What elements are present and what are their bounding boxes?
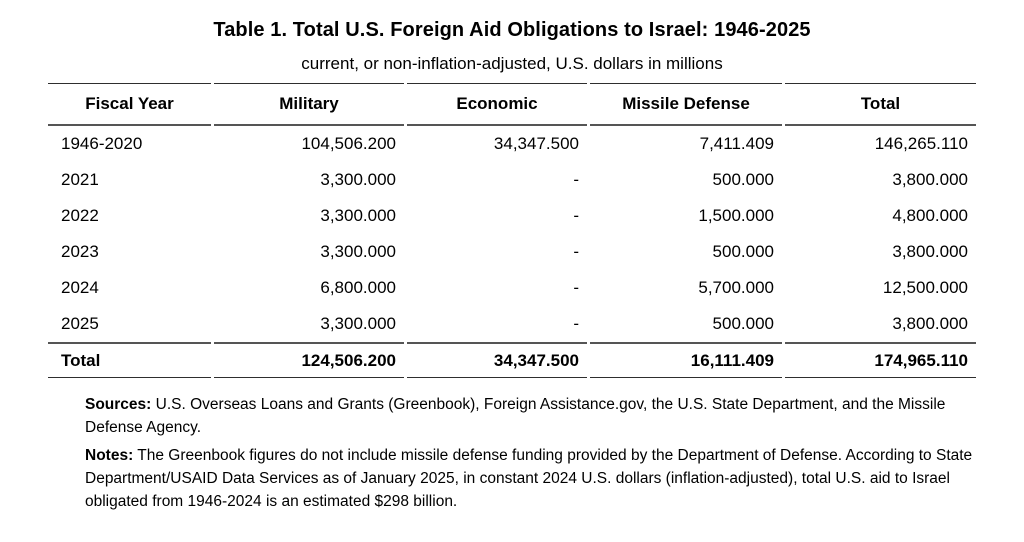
cell-military: 3,300.000 xyxy=(320,314,396,333)
cell-total: 3,800.000 xyxy=(892,242,968,261)
table-row xyxy=(48,162,976,198)
column-header-fiscal-year: Fiscal Year xyxy=(48,83,211,126)
cell-fiscal-year: 2021 xyxy=(61,170,99,189)
cell-total-missile-defense: 16,111.409 xyxy=(590,342,782,378)
notes-text: The Greenbook figures do not include missile defense funding provided by the Department of Defense. According to State Department/USAID Data Services as of January 2025, in constant 2024 U.S. dollars (inflation-adjusted), total U.S. aid to Israel obligated from 1946-2024 is an estimated $298 billion. xyxy=(85,447,973,510)
notes-note xyxy=(85,444,987,513)
cell-military: 6,800.000 xyxy=(320,278,396,297)
cell-missile-defense: 1,500.000 xyxy=(698,206,774,225)
cell-total: 3,800.000 xyxy=(892,314,968,333)
cell-missile-defense: 500.000 xyxy=(712,314,774,333)
cell-total-total: 174,965.110 xyxy=(785,342,976,378)
total-row xyxy=(48,342,976,378)
notes-label: Notes: xyxy=(85,447,134,464)
table-row xyxy=(48,126,976,162)
cell-economic: - xyxy=(573,314,579,333)
cell-total-military: 124,506.200 xyxy=(214,342,404,378)
cell-missile-defense: 5,700.000 xyxy=(698,278,774,297)
table-title: Table 1. Total U.S. Foreign Aid Obligations to Israel: 1946-2025 xyxy=(213,19,811,41)
table-row xyxy=(48,306,976,342)
cell-military: 3,300.000 xyxy=(320,170,396,189)
cell-fiscal-year: 1946-2020 xyxy=(61,134,143,153)
sources-text: U.S. Overseas Loans and Grants (Greenbook), Foreign Assistance.gov, the U.S. State Department, and the Missile Defense Agency. xyxy=(85,396,946,436)
table-row xyxy=(48,234,976,270)
cell-fiscal-year: 2025 xyxy=(61,314,99,333)
cell-total-label: Total xyxy=(48,342,211,378)
cell-missile-defense: 7,411.409 xyxy=(699,134,774,153)
column-header-economic: Economic xyxy=(407,83,587,126)
table-row xyxy=(48,270,976,306)
table-row xyxy=(48,198,976,234)
aid-table xyxy=(45,83,979,378)
cell-fiscal-year: 2024 xyxy=(61,278,99,297)
sources-label: Sources: xyxy=(85,396,152,413)
sources-note xyxy=(85,393,987,439)
cell-economic: 34,347.500 xyxy=(493,134,579,153)
cell-missile-defense: 500.000 xyxy=(712,242,774,261)
cell-total-economic: 34,347.500 xyxy=(407,342,587,378)
cell-economic: - xyxy=(573,170,579,189)
cell-total: 12,500.000 xyxy=(882,278,968,297)
column-header-total: Total xyxy=(785,83,976,126)
cell-fiscal-year: 2023 xyxy=(61,242,99,261)
column-header-military: Military xyxy=(214,83,404,126)
cell-military: 3,300.000 xyxy=(320,242,396,261)
cell-total: 146,265.110 xyxy=(874,134,968,153)
table-subtitle: current, or non-inflation-adjusted, U.S. dollars in millions xyxy=(301,54,723,73)
cell-military: 3,300.000 xyxy=(320,206,396,225)
cell-total: 3,800.000 xyxy=(892,170,968,189)
cell-economic: - xyxy=(573,242,579,261)
cell-total: 4,800.000 xyxy=(892,206,968,225)
cell-economic: - xyxy=(573,206,579,225)
cell-economic: - xyxy=(573,278,579,297)
cell-missile-defense: 500.000 xyxy=(712,170,774,189)
cell-military: 104,506.200 xyxy=(301,134,396,153)
header-row xyxy=(48,83,976,126)
column-header-missile-defense: Missile Defense xyxy=(590,83,782,126)
cell-fiscal-year: 2022 xyxy=(61,206,99,225)
